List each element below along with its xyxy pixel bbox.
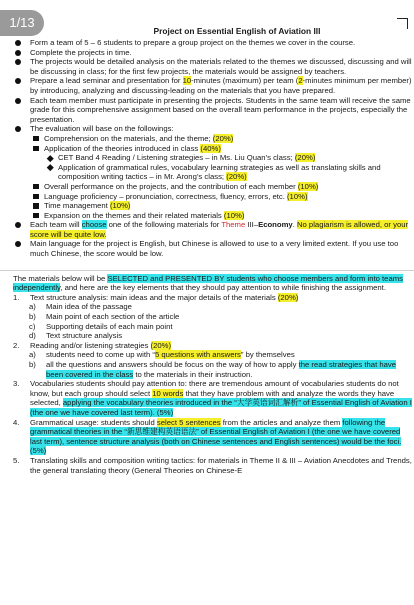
highlighted-text: (20%) <box>212 133 234 143</box>
numbered-subitem <box>0 322 412 332</box>
text-segment: Text structure analysis: main ideas and the major details of the materials <box>30 292 278 302</box>
page-counter-badge[interactable]: 1/13 <box>0 10 44 36</box>
closing-requirements-list <box>0 220 414 258</box>
text-segment: Grammatical usage: students should <box>30 417 157 427</box>
highlighted-text: (10%) <box>223 210 245 220</box>
document-title: Project on Essential English of Aviation III <box>153 26 321 36</box>
numbered-item <box>0 379 414 417</box>
highlighted-text: following the grammatical theories in the “新思维建构英语语法” of Essential English of Aviation I (the one we have covered last term), sentence structure analysis (both on Chinese sentences and English sentences) would be the foci. (5%) <box>30 417 402 456</box>
numbered-item <box>0 418 414 456</box>
text-segment: Language proficiency – pronunciation, correctness, fluency, errors, etc. <box>44 191 287 201</box>
text-segment: Theme <box>221 220 246 230</box>
bullet-item <box>0 48 414 58</box>
text-segment: CET Band 4 Reading / Listening strategies – in Ms. Liu Quan’s class; <box>58 153 295 163</box>
highlighted-text: (10%) <box>109 201 131 211</box>
text-segment: III– <box>245 220 259 230</box>
numbered-item <box>0 341 414 379</box>
text-segment: all the questions and answers should be focus on the way of how to apply <box>46 360 299 369</box>
highlighted-text: 2 <box>298 76 303 86</box>
text-segment: The materials below will be <box>13 273 108 283</box>
highlighted-text: (20%) <box>277 292 299 302</box>
text-segment: , and here are the key elements that they should pay attention to while finishing the assignment. <box>60 283 386 293</box>
text-segment: . <box>292 220 297 230</box>
numbered-subitem <box>0 360 412 379</box>
highlighted-text: the read strategies that have been covered in the class <box>46 360 397 379</box>
item-number: 1. <box>13 292 20 302</box>
requirements-list <box>0 38 414 134</box>
text-segment: Form a team of 5 – 6 students to prepare a group project on the themes we cover in the course. <box>30 38 356 47</box>
text-segment: to the materials in their instruction. <box>133 369 253 379</box>
evaluation-criteria-list <box>0 134 414 220</box>
subitem-letter: b) <box>29 360 36 369</box>
bullet-item <box>0 239 414 258</box>
text-segment: students need to come up with “ <box>46 350 155 360</box>
numbered-subitems <box>0 350 412 379</box>
highlighted-text: No plagiarism is allowed, or your score will be quite low. <box>30 220 409 239</box>
text-segment: ” by themselves <box>240 350 295 360</box>
item-number: 4. <box>13 417 20 427</box>
highlighted-text: (20%) <box>294 153 316 163</box>
text-segment: one of the following materials for <box>106 220 222 230</box>
evaluation-criterion <box>0 134 414 144</box>
text-segment: Supporting details of each main point <box>46 321 173 331</box>
numbered-subitem <box>0 331 412 341</box>
text-segment: Prepare a lead seminar and presentation for <box>30 76 183 86</box>
highlighted-text: (10%) <box>287 191 308 201</box>
highlighted-text: 10 <box>182 76 192 86</box>
text-segment: Application of the theories introduced in class <box>44 143 201 153</box>
text-segment: that they have problem with and analyze the words they have selected, <box>30 388 395 408</box>
highlighted-text: choose <box>81 220 107 230</box>
bullet-item <box>0 76 414 95</box>
text-segment: Overall performance on the projects, and the contribution of each member <box>44 181 298 191</box>
highlighted-text: SELECTED and PRESENTED BY students who choose members and form into teams independently <box>13 273 403 293</box>
highlighted-text: (20%) <box>226 172 247 182</box>
text-segment: Text structure analysis <box>46 331 123 341</box>
bullet-item <box>0 96 414 125</box>
highlighted-text: select 5 sentences <box>156 417 221 427</box>
highlighted-text: (10%) <box>297 181 319 191</box>
numbered-subitem <box>0 302 412 312</box>
bullet-item <box>0 124 414 134</box>
item-number: 2. <box>13 340 20 350</box>
document-title-block <box>60 26 414 36</box>
materials-intro-paragraph <box>0 274 414 293</box>
section-divider <box>0 261 414 271</box>
text-segment: Translating skills and composition writing tactics: for materials in Theme II & III – Aviation Anecdotes and Trends, the general translating theory (General Theories on Chinese-E <box>30 455 412 475</box>
subitem-letter: d) <box>29 331 36 341</box>
subitem-letter: a) <box>29 302 36 312</box>
numbered-item <box>0 456 414 475</box>
bullet-item <box>0 38 414 48</box>
criterion-subitem <box>0 153 414 163</box>
text-segment: Main language for the project is English, but Chinese is allowed to use to a very limited extent. If you use too much Chinese, the score would be low. <box>30 239 399 259</box>
text-segment: Application of grammatical rules, vocabulary learning strategies as well as translating skills and composition writing tactics – in Mr. Arong’s class; <box>58 162 381 182</box>
highlighted-text: (40%) <box>200 143 221 153</box>
numbered-subitem <box>0 312 412 322</box>
text-segment: Main point of each section of the article <box>46 312 180 322</box>
text-segment: Vocabularies students should pay attention to: there are tremendous amount of vocabularies students do not know, but each group should select <box>30 379 399 398</box>
evaluation-criterion <box>0 201 414 211</box>
highlighted-text: (20%) <box>150 340 172 350</box>
numbered-subitems <box>0 302 412 340</box>
text-segment: Reading and/or listening strategies <box>30 340 151 350</box>
text-segment: Economy <box>258 220 293 230</box>
key-elements-list <box>0 293 414 475</box>
text-segment: Comprehension on the materials, and the theme; <box>44 133 213 143</box>
numbered-item <box>0 293 414 341</box>
item-number: 5. <box>13 455 20 465</box>
highlighted-text: 5 questions with answers <box>154 350 241 360</box>
evaluation-criterion <box>0 144 414 182</box>
text-segment: -minutes minimum per member) by introducing, analyzing and discussing-leading on the materials that you have prepared. <box>30 76 412 95</box>
highlighted-text: applying the vocabulary theories introduced in the “大学英语词汇解析” of Essential English of Aviation I (the one we have covered last term). (5%) <box>30 398 412 417</box>
bullet-item <box>0 220 414 239</box>
text-segment: Complete the projects in time. <box>30 47 132 57</box>
text-segment: Each team member must participate in presenting the projects. Students in the same team will receive the same grade for this comprehensive assignment based on the overall team performance in the projects, especially the presentation. <box>30 95 411 124</box>
subitem-letter: b) <box>29 312 36 322</box>
text-segment: The projects would be detailed analysis on the materials related to the themes we discussed, discussing and will be discussing in class; for the first few projects, the materials would be assigned by teachers. <box>30 57 412 76</box>
text-segment: Expansion on the themes and their related materials <box>44 210 224 220</box>
evaluation-criterion <box>0 192 414 202</box>
subitem-letter: a) <box>29 350 36 360</box>
highlighted-text: 10 words <box>152 388 184 398</box>
subitem-letter: c) <box>29 321 36 331</box>
evaluation-criterion <box>0 211 414 221</box>
criterion-subitem <box>0 163 414 182</box>
text-segment: The evaluation will base on the followings: <box>30 124 174 134</box>
bullet-item <box>0 57 414 76</box>
text-segment: Each team will <box>30 220 82 230</box>
evaluation-criterion <box>0 182 414 192</box>
item-number: 3. <box>13 379 20 389</box>
numbered-subitem <box>0 350 412 360</box>
criterion-subitems <box>0 153 414 182</box>
document-body <box>0 38 414 475</box>
text-segment: -minutes (maximum) per team ( <box>191 76 299 86</box>
text-segment: from the articles and analyze them <box>220 417 343 427</box>
text-segment: Time management <box>44 201 110 211</box>
text-segment: Main idea of the passage <box>46 302 132 312</box>
